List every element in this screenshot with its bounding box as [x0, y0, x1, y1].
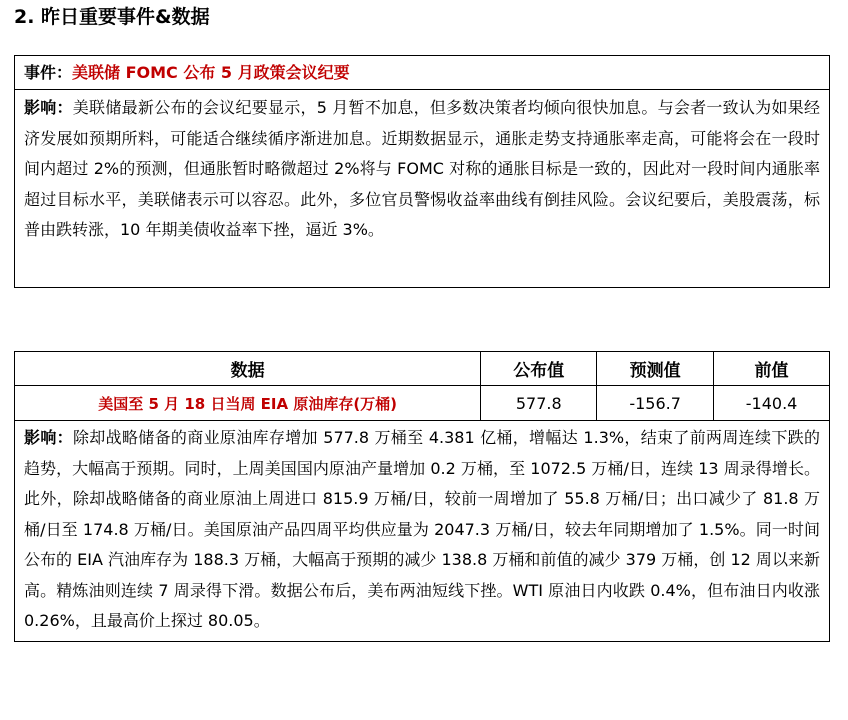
header-data: 数据 — [15, 352, 481, 386]
header-forecast: 预测值 — [597, 352, 714, 386]
header-previous: 前值 — [714, 352, 830, 386]
data-table — [14, 351, 830, 642]
event-header — [15, 56, 829, 90]
event-impact — [15, 90, 829, 246]
header-actual: 公布值 — [481, 352, 597, 386]
event-impact-text: 美联储最新公布的会议纪要显示，5 月暂不加息，但多数决策者均倾向很快加息。与会者一致认为如果经济发展如预期所料，可能适合继续循序渐进加息。近期数据显示，通胀走势支持通胀率走高，可能将会在一段时间内超过 2%的预测，但通胀暂时略微超过 2%将与 FOMC 对称的通胀目标是一致的，因此对一段时间内通胀率超过目标水平，美联储表示可以容忍。此外，多位官员警惕收益率曲线有倒挂风险。会议纪要后，美股震荡，标普由跌转涨，10 年期美债收益率下挫，逼近 3%。 — [24, 98, 820, 239]
event-label: 事件： — [24, 63, 73, 82]
table-header-row — [15, 352, 830, 386]
data-impact — [15, 421, 830, 642]
section-title: 2. 昨日重要事件&数据 — [14, 6, 210, 28]
table-impact-row — [15, 421, 830, 642]
event-box — [14, 55, 830, 288]
data-impact-text: 除却战略储备的商业原油库存增加 577.8 万桶至 4.381 亿桶，增幅达 1.3%，结束了前两周连续下跌的趋势，大幅高于预期。同时，上周美国国内原油产量增加 0.2 万桶，至 1072.5 万桶/日，连续 13 周录得增长。此外，除却战略储备的商业原油上周进口 815.9 万桶/日，较前一周增加了 55.8 万桶/日；出口减少了 81.8 万桶/日至 174.8 万桶/日。美国原油产品四周平均供应量为 2047.3 万桶/日，较去年同期增加了 1.5%。同一时间公布的 EIA 汽油库存为 188.3 万桶，大幅高于预期的减少 138.8 万桶和前值的减少 379 万桶，创 12 周以来新高。精炼油则连续 7 周录得下滑。数据公布后，美布两油短线下挫。WTI 原油日内收跌 0.4%，但布油日内收涨 0.26%，且最高价上探过 80.05。 — [24, 428, 820, 630]
event-impact-label: 影响： — [24, 98, 73, 117]
row-previous-value: -140.4 — [714, 386, 830, 421]
data-impact-label: 影响： — [24, 428, 73, 447]
row-forecast-value: -156.7 — [597, 386, 714, 421]
row-data-name: 美国至 5 月 18 日当周 EIA 原油库存(万桶) — [15, 386, 481, 421]
event-title: 美联储 FOMC 公布 5 月政策会议纪要 — [72, 63, 350, 82]
table-row — [15, 386, 830, 421]
row-actual-value: 577.8 — [481, 386, 597, 421]
